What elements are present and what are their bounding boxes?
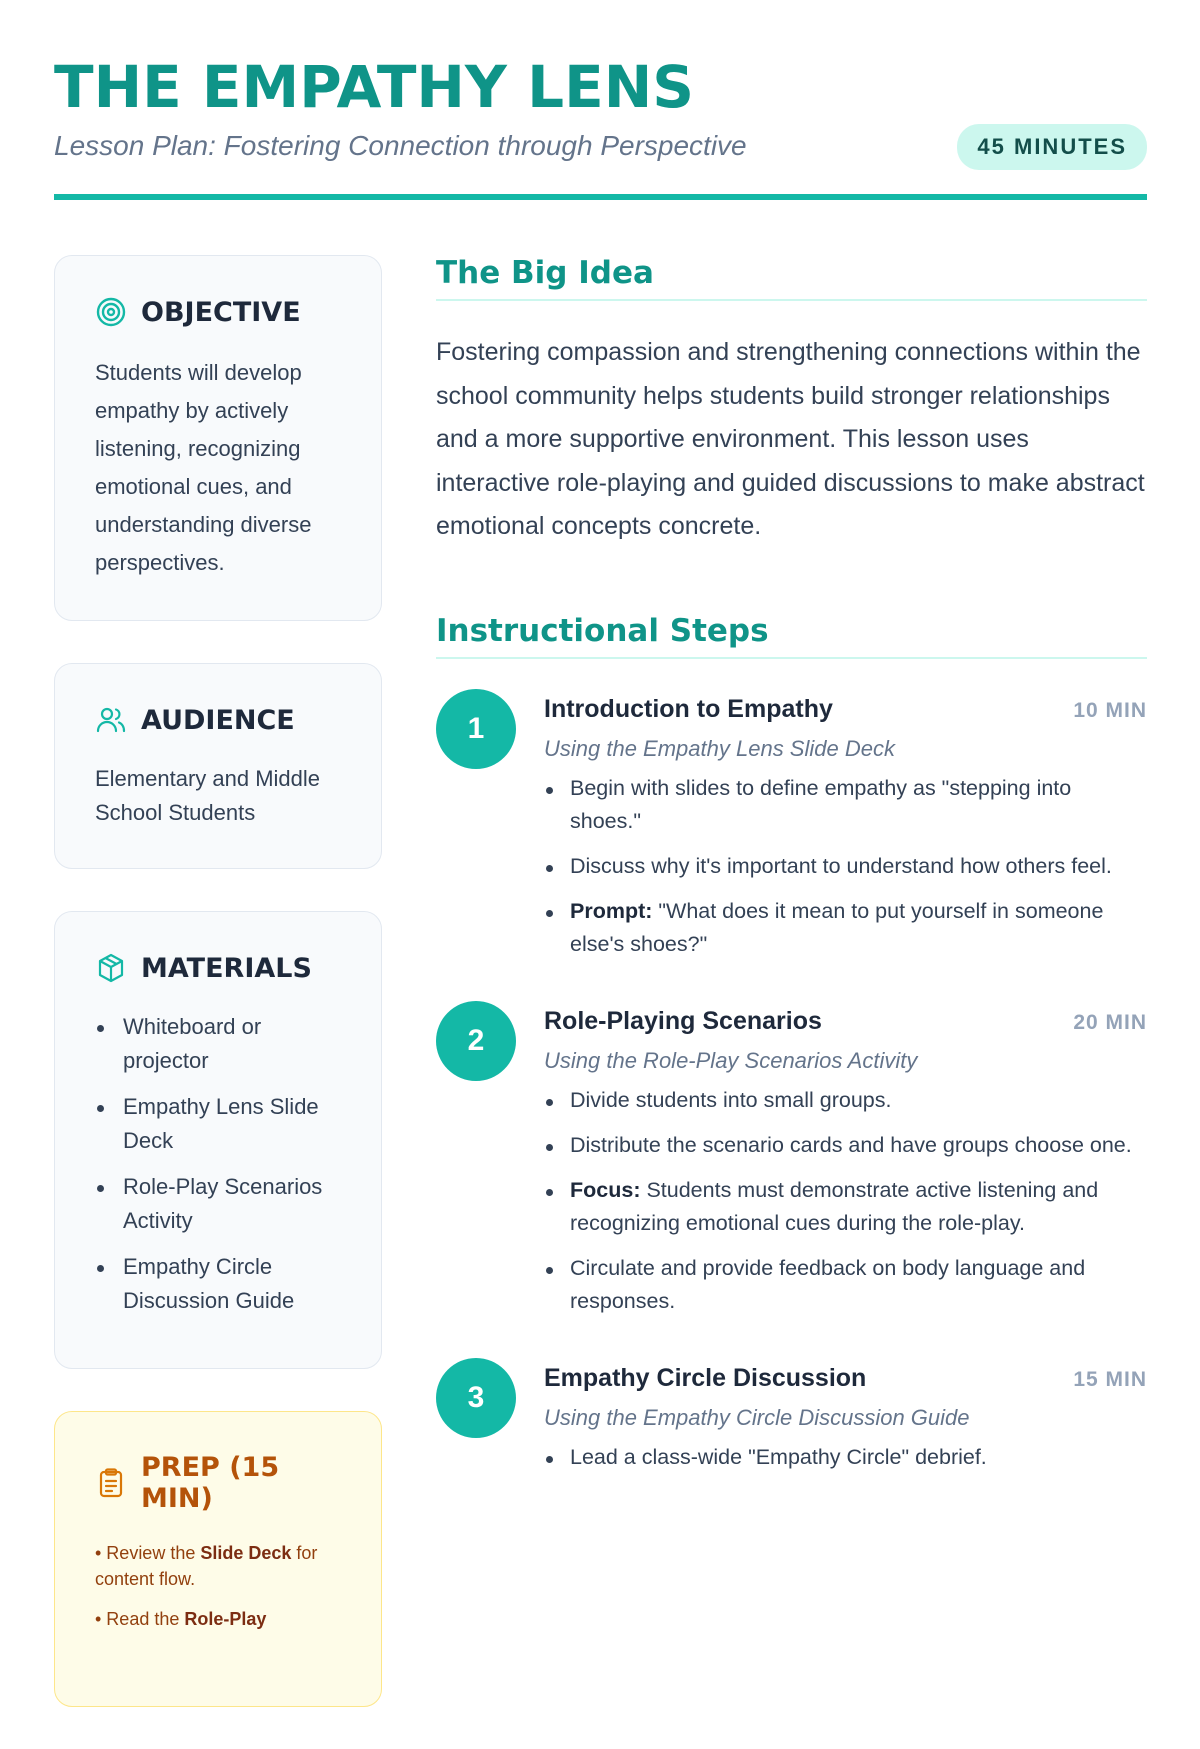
page-subtitle: Lesson Plan: Fostering Connection through Perspective	[54, 130, 747, 161]
prep-card	[54, 1411, 382, 1707]
step-title: Introduction to Empathy	[544, 694, 833, 723]
list-item: Lead a class-wide "Empathy Circle" debrief.	[544, 1441, 1147, 1474]
step-bullets	[544, 1441, 1147, 1474]
header-divider	[54, 194, 1147, 200]
prep-title: PREP (15 MIN)	[141, 1452, 280, 1514]
audience-card	[54, 663, 382, 869]
sidebar	[54, 255, 382, 1749]
box-icon	[95, 952, 127, 984]
step-3	[436, 1358, 1147, 1474]
list-item: Discuss why it's important to understand how others feel.	[544, 850, 1147, 883]
step-duration: 10 MIN	[1073, 698, 1147, 722]
step-subtitle: Using the Empathy Lens Slide Deck	[544, 735, 895, 761]
step-title: Role-Playing Scenarios	[544, 1006, 822, 1035]
step-2	[436, 1001, 1147, 1318]
prep-item: • Review the Slide Deck for content flow.	[95, 1543, 318, 1589]
step-number-badge: 1	[436, 689, 516, 769]
users-icon	[95, 704, 127, 736]
objective-title: OBJECTIVE	[141, 296, 301, 328]
big-idea-text: Fostering compassion and strengthening connections within the school community helps students build stronger relationships and a more supportive environment. This lesson uses interactive role-playing and guided discussions to make abstract emotional concepts concrete.	[436, 338, 1145, 540]
objective-card	[54, 255, 382, 621]
target-icon	[95, 296, 127, 328]
list-item: Prompt: "What does it mean to put yourself in someone else's shoes?"	[544, 895, 1147, 961]
list-item: Role-Play Scenarios Activity	[95, 1170, 343, 1238]
prep-item: • Read the Role-Play	[95, 1609, 267, 1629]
step-bullets	[544, 1084, 1147, 1318]
step-number-badge: 2	[436, 1001, 516, 1081]
list-item: Focus: Students must demonstrate active listening and recognizing emotional cues during the role-play.	[544, 1174, 1147, 1240]
objective-text: Students will develop empathy by actively listening, recognizing emotional cues, and understanding diverse perspectives.	[95, 360, 312, 575]
page-header	[54, 50, 1147, 164]
list-item: Divide students into small groups.	[544, 1084, 1147, 1117]
duration-badge: 45 MINUTES	[957, 124, 1147, 170]
step-duration: 20 MIN	[1073, 1010, 1147, 1034]
materials-card	[54, 911, 382, 1369]
step-subtitle: Using the Empathy Circle Discussion Guide	[544, 1404, 970, 1430]
instructional-steps-heading: Instructional Steps	[436, 613, 1147, 659]
materials-list	[95, 1010, 343, 1318]
clipboard-icon	[95, 1467, 127, 1499]
step-title: Empathy Circle Discussion	[544, 1363, 867, 1392]
step-1	[436, 689, 1147, 961]
step-subtitle: Using the Role-Play Scenarios Activity	[544, 1047, 918, 1073]
step-number-badge: 3	[436, 1358, 516, 1438]
list-item: Empathy Circle Discussion Guide	[95, 1250, 343, 1318]
step-bullets	[544, 772, 1147, 961]
list-item: Circulate and provide feedback on body language and responses.	[544, 1252, 1147, 1318]
list-item: Distribute the scenario cards and have groups choose one.	[544, 1129, 1147, 1162]
list-item: Whiteboard or projector	[95, 1010, 343, 1078]
list-item: Begin with slides to define empathy as "stepping into shoes."	[544, 772, 1147, 838]
audience-title: AUDIENCE	[141, 704, 295, 736]
main-content	[436, 255, 1147, 1514]
big-idea-heading: The Big Idea	[436, 255, 1147, 301]
page-title: THE EMPATHY LENS	[54, 53, 695, 121]
audience-text: Elementary and Middle School Students	[95, 766, 321, 825]
step-duration: 15 MIN	[1073, 1367, 1147, 1391]
list-item: Empathy Lens Slide Deck	[95, 1090, 343, 1158]
materials-title: MATERIALS	[141, 952, 312, 984]
